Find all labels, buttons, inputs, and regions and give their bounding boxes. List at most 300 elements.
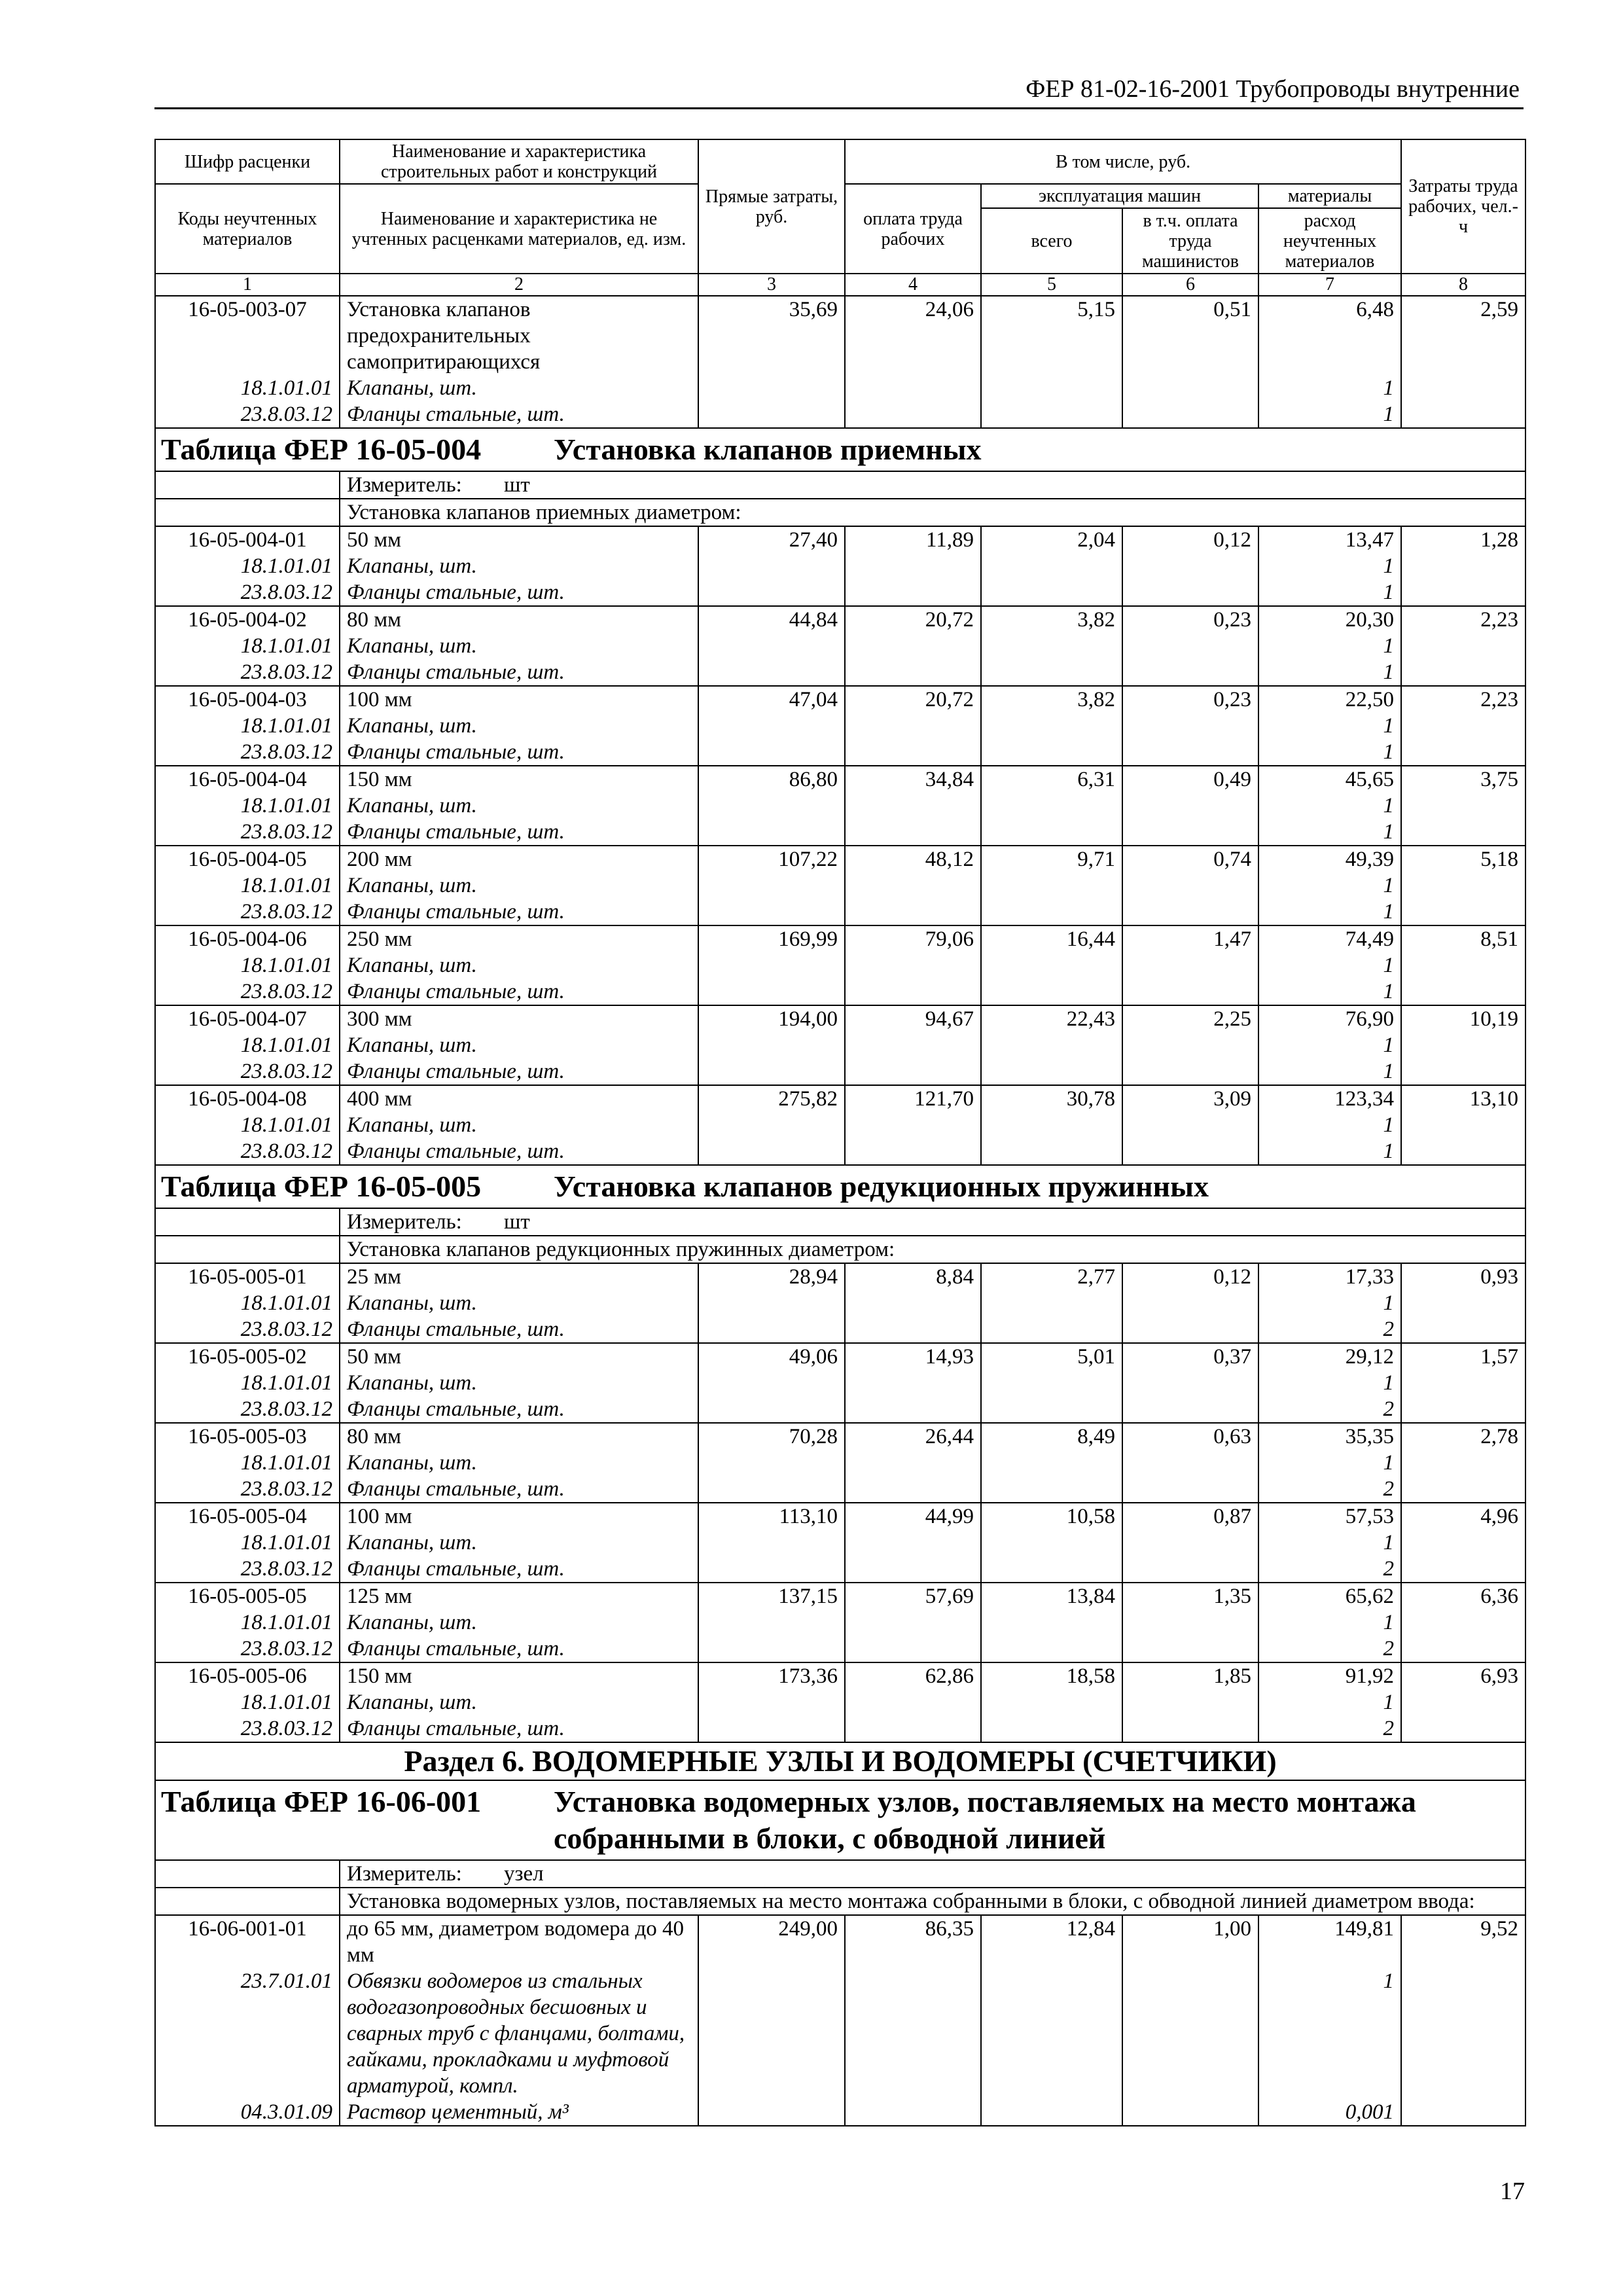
empty-cell [698, 899, 845, 925]
material-name: Клапаны, шт. [340, 1609, 698, 1636]
measure-row [155, 1208, 1525, 1236]
table-subtitle: Установка клапанов приемных диаметром: [340, 499, 1525, 526]
material-code: 18.1.01.01 [155, 553, 340, 579]
material-row [155, 793, 1525, 819]
machinist-wages: 0,23 [1122, 686, 1258, 713]
labor-cost: 9,52 [1401, 1915, 1525, 1968]
empty-cell [845, 899, 981, 925]
table-head [155, 139, 1525, 274]
empty-cell [845, 1476, 981, 1503]
rate-row [155, 606, 1525, 633]
material-row [155, 1715, 1525, 1742]
empty-cell [1122, 1968, 1258, 2099]
wages: 24,06 [845, 296, 981, 375]
col-materials: материалы [1258, 184, 1401, 208]
material-name: Фланцы стальные, шт. [340, 1636, 698, 1662]
empty-cell [1122, 1715, 1258, 1742]
rate-name: до 65 мм, диаметром водомера до 40 мм [340, 1915, 698, 1968]
empty-cell [1401, 739, 1525, 766]
empty-cell [981, 1609, 1122, 1636]
materials-cost: 22,50 [1258, 686, 1401, 713]
empty-cell [1122, 952, 1258, 978]
empty-cell [698, 952, 845, 978]
direct-cost: 44,84 [698, 606, 845, 633]
material-code: 18.1.01.01 [155, 633, 340, 659]
empty-cell [698, 713, 845, 739]
column-numbers-row [155, 274, 1525, 296]
machines-total: 10,58 [981, 1503, 1122, 1530]
empty-cell [981, 1530, 1122, 1556]
col-labor: Затраты труда рабочих, чел.-ч [1401, 139, 1525, 274]
material-qty: 1 [1258, 633, 1401, 659]
empty-cell [698, 1609, 845, 1636]
material-qty: 2 [1258, 1476, 1401, 1503]
material-code: 23.8.03.12 [155, 1396, 340, 1423]
empty-cell [1401, 1450, 1525, 1476]
rate-code: 16-05-005-02 [155, 1343, 340, 1370]
empty-cell [981, 899, 1122, 925]
empty-cell [1401, 713, 1525, 739]
material-name: Фланцы стальные, шт. [340, 1316, 698, 1343]
machines-total: 3,82 [981, 606, 1122, 633]
material-code: 23.8.03.12 [155, 1715, 340, 1742]
section-row [155, 1742, 1525, 1780]
material-name: Клапаны, шт. [340, 952, 698, 978]
empty-cell [1122, 1032, 1258, 1058]
material-row [155, 1476, 1525, 1503]
wages: 57,69 [845, 1583, 981, 1609]
material-row [155, 1138, 1525, 1165]
materials-cost: 20,30 [1258, 606, 1401, 633]
empty-cell [698, 2099, 845, 2126]
empty-cell [981, 1290, 1122, 1316]
col-name-bottom: Наименование и характеристика не учтенных расценками материалов, ед. изм. [340, 184, 698, 274]
machines-total: 5,15 [981, 296, 1122, 375]
materials-cost: 149,81 [1258, 1915, 1401, 1968]
empty-cell [1122, 633, 1258, 659]
empty-cell [1401, 1968, 1525, 2099]
material-row [155, 553, 1525, 579]
empty-cell [698, 1370, 845, 1396]
material-qty: 1 [1258, 819, 1401, 846]
machinist-wages: 1,00 [1122, 1915, 1258, 1968]
material-name: Клапаны, шт. [340, 1450, 698, 1476]
rate-row [155, 1503, 1525, 1530]
material-code: 23.8.03.12 [155, 1636, 340, 1662]
material-name: Фланцы стальные, шт. [340, 1556, 698, 1583]
material-row [155, 819, 1525, 846]
empty-cell [845, 1290, 981, 1316]
empty-cell [981, 793, 1122, 819]
empty-cell [1401, 1715, 1525, 1742]
wages: 8,84 [845, 1263, 981, 1290]
empty-cell [1401, 1058, 1525, 1085]
rate-name: 50 мм [340, 526, 698, 553]
machinist-wages: 0,12 [1122, 526, 1258, 553]
rate-name: 150 мм [340, 766, 698, 793]
direct-cost: 137,15 [698, 1583, 845, 1609]
empty-cell [1122, 1370, 1258, 1396]
empty-cell [981, 375, 1122, 401]
material-name: Клапаны, шт. [340, 553, 698, 579]
material-name: Фланцы стальные, шт. [340, 1715, 698, 1742]
direct-cost: 27,40 [698, 526, 845, 553]
material-qty: 2 [1258, 1636, 1401, 1662]
material-qty: 2 [1258, 1396, 1401, 1423]
machines-total: 3,82 [981, 686, 1122, 713]
empty-cell [1122, 1476, 1258, 1503]
direct-cost: 47,04 [698, 686, 845, 713]
empty-cell [845, 819, 981, 846]
labor-cost: 1,57 [1401, 1343, 1525, 1370]
rate-name: 200 мм [340, 846, 698, 872]
empty-cell [155, 499, 340, 526]
direct-cost: 113,10 [698, 1503, 845, 1530]
empty-cell [1401, 978, 1525, 1005]
empty-cell [698, 1032, 845, 1058]
empty-cell [845, 1636, 981, 1662]
material-row [155, 1556, 1525, 1583]
material-code: 23.8.03.12 [155, 739, 340, 766]
material-code: 23.8.03.12 [155, 899, 340, 925]
materials-cost: 123,34 [1258, 1085, 1401, 1112]
col-machines: эксплуатация машин [981, 184, 1258, 208]
empty-cell [1401, 633, 1525, 659]
machines-total: 18,58 [981, 1662, 1122, 1689]
empty-cell [845, 872, 981, 899]
material-name: Фланцы стальные, шт. [340, 579, 698, 606]
table-subtitle: Установка клапанов редукционных пружинных диаметром: [340, 1236, 1525, 1263]
empty-cell [981, 1968, 1122, 2099]
empty-cell [1122, 739, 1258, 766]
empty-cell [845, 579, 981, 606]
subtitle-row [155, 1236, 1525, 1263]
empty-cell [1401, 401, 1525, 428]
col-code-top: Шифр расценки [155, 139, 340, 184]
empty-cell [1122, 1636, 1258, 1662]
table-name: Установка клапанов приемных [554, 433, 982, 466]
empty-cell [1401, 579, 1525, 606]
empty-cell [698, 739, 845, 766]
direct-cost: 107,22 [698, 846, 845, 872]
empty-cell [1401, 793, 1525, 819]
empty-cell [981, 1032, 1122, 1058]
empty-cell [1122, 375, 1258, 401]
machines-total: 12,84 [981, 1915, 1122, 1968]
empty-cell [698, 1556, 845, 1583]
subtitle-row [155, 1888, 1525, 1915]
empty-cell [845, 1396, 981, 1423]
empty-cell [981, 553, 1122, 579]
empty-cell [1401, 819, 1525, 846]
rate-code: 16-05-005-05 [155, 1583, 340, 1609]
empty-cell [698, 1476, 845, 1503]
empty-cell [981, 659, 1122, 686]
empty-cell [698, 659, 845, 686]
machines-total: 2,77 [981, 1263, 1122, 1290]
direct-cost: 49,06 [698, 1343, 845, 1370]
empty-cell [845, 952, 981, 978]
rate-code: 16-05-004-03 [155, 686, 340, 713]
empty-cell [845, 793, 981, 819]
empty-cell [698, 1138, 845, 1165]
material-row [155, 1968, 1525, 2099]
empty-cell [1122, 1112, 1258, 1138]
materials-cost: 91,92 [1258, 1662, 1401, 1689]
empty-cell [1122, 1530, 1258, 1556]
material-row [155, 2099, 1525, 2126]
direct-cost: 70,28 [698, 1423, 845, 1450]
empty-cell [698, 1636, 845, 1662]
col-code-bottom: Коды неучтенных материалов [155, 184, 340, 274]
wages: 79,06 [845, 925, 981, 952]
rate-name [340, 296, 698, 375]
material-name: Клапаны, шт. [340, 713, 698, 739]
col-mat-consumption: расход неучтенных материалов [1258, 208, 1401, 274]
empty-cell [981, 2099, 1122, 2126]
wages: 94,67 [845, 1005, 981, 1032]
rate-name: 100 мм [340, 1503, 698, 1530]
empty-cell [1401, 1556, 1525, 1583]
rate-code: 16-05-004-06 [155, 925, 340, 952]
material-qty: 2 [1258, 1556, 1401, 1583]
wages: 11,89 [845, 526, 981, 553]
measure-row [155, 471, 1525, 499]
col-wages: оплата труда рабочих [845, 184, 981, 274]
table-title-row [155, 1780, 1525, 1860]
empty-cell [981, 978, 1122, 1005]
empty-cell [698, 579, 845, 606]
empty-cell [981, 1138, 1122, 1165]
material-name: Клапаны, шт. [340, 1112, 698, 1138]
empty-cell [698, 1290, 845, 1316]
rate-row [155, 766, 1525, 793]
material-name: Клапаны, шт. [340, 1290, 698, 1316]
col-num: 6 [1122, 274, 1258, 296]
labor-cost: 4,96 [1401, 1503, 1525, 1530]
col-direct: Прямые затраты, руб. [698, 139, 845, 274]
empty-cell [1401, 659, 1525, 686]
rate-row [155, 1423, 1525, 1450]
material-qty: 1 [1258, 1968, 1401, 2099]
table-subtitle: Установка водомерных узлов, поставляемых на место монтажа собранными в блоки, с обводной линией диаметром ввода: [340, 1888, 1525, 1915]
empty-cell [845, 1556, 981, 1583]
material-row [155, 952, 1525, 978]
material-row [155, 1058, 1525, 1085]
measure-label: Измеритель: [347, 473, 462, 497]
measure [340, 1208, 1525, 1236]
empty-cell [845, 713, 981, 739]
materials-cost: 6,48 [1258, 296, 1401, 375]
empty-cell [1122, 1396, 1258, 1423]
material-code: 23.8.03.12 [155, 978, 340, 1005]
machinist-wages: 0,23 [1122, 606, 1258, 633]
col-num: 1 [155, 274, 340, 296]
empty-cell [1401, 872, 1525, 899]
empty-cell [1122, 978, 1258, 1005]
material-name: Фланцы стальные, шт. [340, 1058, 698, 1085]
material-code: 23.8.03.12 [155, 1476, 340, 1503]
machines-total: 8,49 [981, 1423, 1122, 1450]
empty-cell [981, 1636, 1122, 1662]
wages: 48,12 [845, 846, 981, 872]
rate-name-line: предохранительных [347, 324, 531, 348]
material-qty: 1 [1258, 1032, 1401, 1058]
col-mach-total: всего [981, 208, 1122, 274]
material-qty: 1 [1258, 1370, 1401, 1396]
material-name: Фланцы стальные, шт. [340, 978, 698, 1005]
rate-row [155, 526, 1525, 553]
col-num: 5 [981, 274, 1122, 296]
machinist-wages: 0,37 [1122, 1343, 1258, 1370]
rate-row [155, 846, 1525, 872]
empty-cell [845, 375, 981, 401]
material-name: Фланцы стальные, шт. [340, 899, 698, 925]
material-name: Фланцы стальные, шт. [340, 659, 698, 686]
empty-cell [698, 1530, 845, 1556]
material-name: Фланцы стальные, шт. [340, 1138, 698, 1165]
material-qty: 1 [1258, 659, 1401, 686]
machines-total: 22,43 [981, 1005, 1122, 1032]
empty-cell [1122, 1609, 1258, 1636]
page-header [154, 72, 1524, 109]
labor-cost: 5,18 [1401, 846, 1525, 872]
empty-cell [981, 1316, 1122, 1343]
material-code: 18.1.01.01 [155, 1032, 340, 1058]
header-title: ФЕР 81-02-16-2001 Трубопроводы внутренние [1026, 75, 1520, 103]
empty-cell [981, 579, 1122, 606]
material-row [155, 401, 1525, 428]
material-row [155, 659, 1525, 686]
material-qty: 1 [1258, 872, 1401, 899]
rate-code: 16-05-004-02 [155, 606, 340, 633]
material-name: Клапаны, шт. [340, 872, 698, 899]
materials-cost: 45,65 [1258, 766, 1401, 793]
material-qty: 1 [1258, 1112, 1401, 1138]
rate-code: 16-05-005-03 [155, 1423, 340, 1450]
empty-cell [698, 1112, 845, 1138]
rate-code: 16-05-003-07 [155, 296, 340, 375]
material-row [155, 1316, 1525, 1343]
empty-cell [1122, 2099, 1258, 2126]
material-code: 18.1.01.01 [155, 1112, 340, 1138]
wages: 44,99 [845, 1503, 981, 1530]
material-name: Фланцы стальные, шт. [340, 1476, 698, 1503]
empty-cell [698, 793, 845, 819]
col-name-top: Наименование и характеристика строительных работ и конструкций [340, 139, 698, 184]
material-row [155, 633, 1525, 659]
empty-cell [1122, 1450, 1258, 1476]
rate-row [155, 1583, 1525, 1609]
direct-cost: 169,99 [698, 925, 845, 952]
material-row [155, 713, 1525, 739]
material-code: 23.8.03.12 [155, 1316, 340, 1343]
labor-cost: 13,10 [1401, 1085, 1525, 1112]
material-qty: 1 [1258, 793, 1401, 819]
empty-cell [845, 401, 981, 428]
empty-cell [981, 1058, 1122, 1085]
material-name: Раствор цементный, м³ [340, 2099, 698, 2126]
material-row [155, 1290, 1525, 1316]
col-num: 3 [698, 274, 845, 296]
machinist-wages: 0,63 [1122, 1423, 1258, 1450]
empty-cell [981, 1450, 1122, 1476]
materials-cost: 17,33 [1258, 1263, 1401, 1290]
table-title [155, 1165, 1525, 1208]
machines-total: 6,31 [981, 766, 1122, 793]
material-code: 18.1.01.01 [155, 1450, 340, 1476]
empty-cell [981, 713, 1122, 739]
material-qty: 1 [1258, 375, 1401, 401]
material-qty: 1 [1258, 1689, 1401, 1715]
rate-name: 25 мм [340, 1263, 698, 1290]
rates-table [154, 139, 1526, 2126]
empty-cell [698, 633, 845, 659]
empty-cell [1401, 1032, 1525, 1058]
empty-cell [155, 1860, 340, 1888]
empty-cell [981, 872, 1122, 899]
rate-code: 16-05-005-04 [155, 1503, 340, 1530]
empty-cell [698, 978, 845, 1005]
empty-cell [1401, 1609, 1525, 1636]
labor-cost: 1,28 [1401, 526, 1525, 553]
material-row [155, 899, 1525, 925]
rate-row [155, 1085, 1525, 1112]
empty-cell [698, 401, 845, 428]
material-qty: 1 [1258, 1609, 1401, 1636]
direct-cost: 173,36 [698, 1662, 845, 1689]
rate-name-line: самопритирающихся [347, 350, 541, 374]
rate-name: 50 мм [340, 1343, 698, 1370]
material-row [155, 1370, 1525, 1396]
material-qty: 1 [1258, 1290, 1401, 1316]
empty-cell [1401, 1476, 1525, 1503]
subtitle-row [155, 499, 1525, 526]
empty-cell [1122, 1058, 1258, 1085]
rate-code: 16-05-005-06 [155, 1662, 340, 1689]
material-row [155, 1689, 1525, 1715]
empty-cell [845, 1032, 981, 1058]
empty-cell [1122, 793, 1258, 819]
empty-cell [1401, 1689, 1525, 1715]
empty-cell [981, 1112, 1122, 1138]
material-qty: 1 [1258, 401, 1401, 428]
empty-cell [698, 1968, 845, 2099]
material-code: 23.7.01.01 [155, 1968, 340, 2099]
labor-cost: 0,93 [1401, 1263, 1525, 1290]
material-code: 18.1.01.01 [155, 1290, 340, 1316]
col-num: 2 [340, 274, 698, 296]
rate-row [155, 1263, 1525, 1290]
table-name: Установка водомерных узлов, поставляемых на место монтажа собранными в блоки, с обводной линией [554, 1785, 1416, 1855]
table-title-row [155, 1165, 1525, 1208]
rate-row [155, 1005, 1525, 1032]
rate-name: 400 мм [340, 1085, 698, 1112]
machinist-wages: 0,87 [1122, 1503, 1258, 1530]
empty-cell [1401, 1316, 1525, 1343]
material-qty: 1 [1258, 579, 1401, 606]
empty-cell [845, 1450, 981, 1476]
material-code: 23.8.03.12 [155, 1556, 340, 1583]
material-row [155, 1636, 1525, 1662]
empty-cell [155, 1888, 340, 1915]
material-qty: 1 [1258, 739, 1401, 766]
labor-cost: 8,51 [1401, 925, 1525, 952]
material-name: Фланцы стальные, шт. [340, 819, 698, 846]
col-num: 8 [1401, 274, 1525, 296]
empty-cell [1401, 1290, 1525, 1316]
machinist-wages: 3,09 [1122, 1085, 1258, 1112]
